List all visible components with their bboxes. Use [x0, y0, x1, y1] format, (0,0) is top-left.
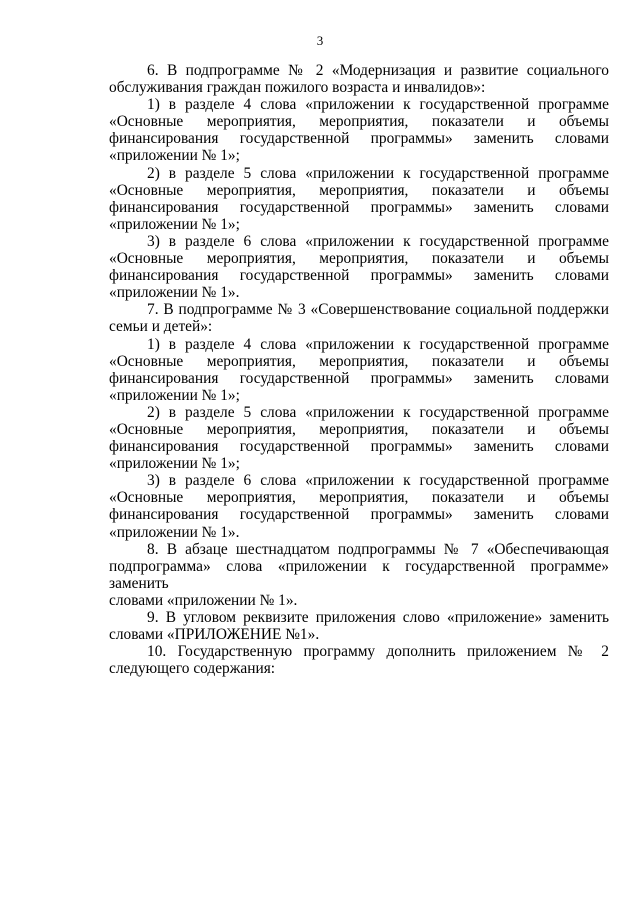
paragraph-line: 8. В абзаце шестнадцатом подпрограммы № 7 «Обеспечивающая: [147, 540, 609, 558]
paragraph-line: обслуживания граждан пожилого возраста и инвалидов»:: [109, 79, 486, 97]
paragraph: [109, 336, 609, 404]
paragraph: [109, 96, 609, 164]
paragraph: [109, 541, 609, 609]
paragraph-line: финансирования государственной программы» заменить словами: [109, 369, 609, 387]
paragraph-line: следующего содержания:: [109, 660, 276, 678]
paragraph-line: «приложении № 1».: [109, 523, 240, 541]
paragraph-line: 1) в разделе 4 слова «приложении к государственной программе: [147, 335, 609, 353]
paragraph-line: 3) в разделе 6 слова «приложении к государственной программе: [147, 232, 609, 250]
document-body: [109, 62, 609, 677]
paragraph-line: 2) в разделе 5 слова «приложении к государственной программе: [147, 403, 609, 421]
paragraph-line: 7. В подпрограмме № 3 «Совершенствование социальной поддержки: [147, 301, 609, 319]
paragraph-line: словами «ПРИЛОЖЕНИЕ №1».: [109, 626, 320, 644]
paragraph-line: «Основные мероприятия, мероприятия, показатели и объемы: [109, 420, 609, 438]
paragraph-line: «приложении № 1»;: [109, 215, 240, 233]
paragraph-line: «Основные мероприятия, мероприятия, показатели и объемы: [109, 113, 609, 131]
paragraph: [109, 643, 609, 677]
paragraph-line: финансирования государственной программы» заменить словами: [109, 267, 609, 285]
paragraph-line: финансирования государственной программы» заменить словами: [109, 438, 609, 456]
paragraph-line: финансирования государственной программы» заменить словами: [109, 130, 609, 148]
paragraph-line: семьи и детей»:: [109, 318, 213, 336]
paragraph-line: «приложении № 1»;: [109, 386, 240, 404]
paragraph-line: «Основные мероприятия, мероприятия, показатели и объемы: [109, 352, 609, 370]
paragraph-line: словами «приложении № 1».: [109, 591, 298, 609]
paragraph-line: финансирования государственной программы» заменить словами: [109, 506, 609, 524]
paragraph-line: 2) в разделе 5 слова «приложении к государственной программе: [147, 164, 609, 182]
paragraph-line: «приложении № 1».: [109, 284, 240, 302]
paragraph-line: подпрограмма» слова «приложении к государственной программе» заменить: [109, 557, 609, 592]
paragraph-line: 10. Государственную программу дополнить приложением № 2: [147, 643, 609, 661]
paragraph-line: «приложении № 1»;: [109, 455, 240, 473]
paragraph-line: 1) в разделе 4 слова «приложении к государственной программе: [147, 96, 609, 114]
paragraph-line: «Основные мероприятия, мероприятия, показатели и объемы: [109, 181, 609, 199]
paragraph-line: 3) в разделе 6 слова «приложении к государственной программе: [147, 472, 609, 490]
paragraph: [109, 472, 609, 540]
paragraph: [109, 301, 609, 335]
paragraph-line: «приложении № 1»;: [109, 147, 240, 165]
paragraph: [109, 165, 609, 233]
paragraph: [109, 62, 609, 96]
paragraph-line: финансирования государственной программы» заменить словами: [109, 198, 609, 216]
paragraph-line: 6. В подпрограмме № 2 «Модернизация и развитие социального: [147, 62, 609, 79]
page-number: 3: [316, 33, 324, 48]
paragraph-line: «Основные мероприятия, мероприятия, показатели и объемы: [109, 489, 609, 507]
paragraph-line: 9. В угловом реквизите приложения слово «приложение» заменить: [147, 609, 609, 626]
paragraph: [109, 609, 609, 643]
paragraph: [109, 404, 609, 472]
paragraph-line: «Основные мероприятия, мероприятия, показатели и объемы: [109, 250, 609, 268]
paragraph: [109, 233, 609, 301]
